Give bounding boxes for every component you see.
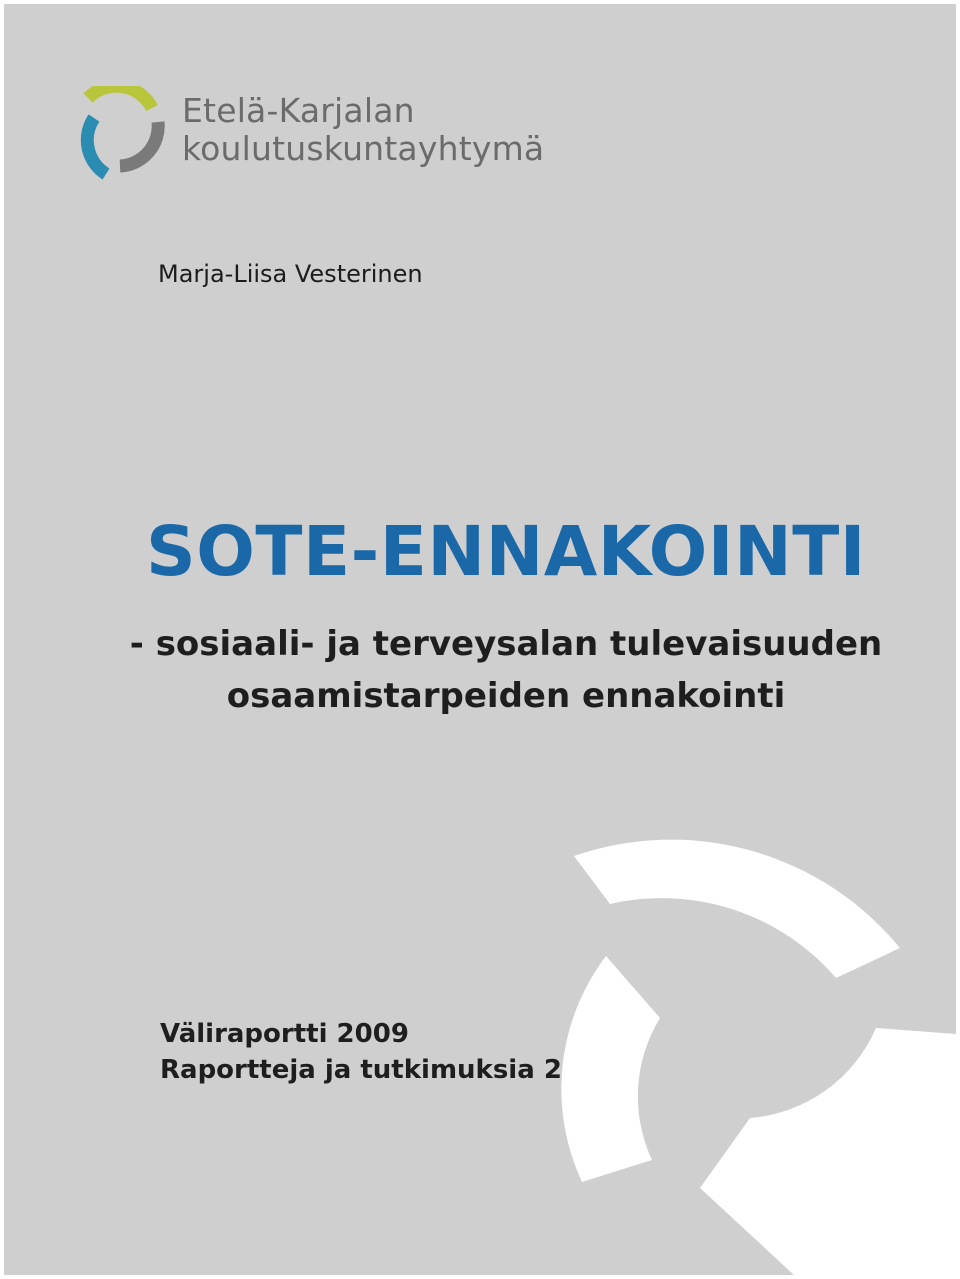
decorative-swirl-icon [524, 784, 956, 1275]
subtitle-line1: - sosiaali- ja terveysalan tulevaisuuden [129, 624, 883, 664]
report-cover [4, 4, 956, 1275]
organization-name-line1: Etelä-Karjalan [182, 91, 415, 130]
report-info [160, 1016, 562, 1088]
report-subtitle [4, 618, 956, 722]
subtitle-line2: osaamistarpeiden ennakointi [226, 676, 786, 716]
organization-name-line2: koulutuskuntayhtymä [182, 129, 545, 168]
report-info-line2: Raportteja ja tutkimuksia 2 [160, 1055, 562, 1085]
report-info-line1: Väliraportti 2009 [160, 1019, 409, 1049]
organization-name [182, 92, 544, 168]
author-name: Marja-Liisa Vesterinen [158, 260, 423, 288]
logo-icon [80, 86, 170, 182]
report-title: SOTE-ENNAKOINTI [146, 512, 866, 592]
